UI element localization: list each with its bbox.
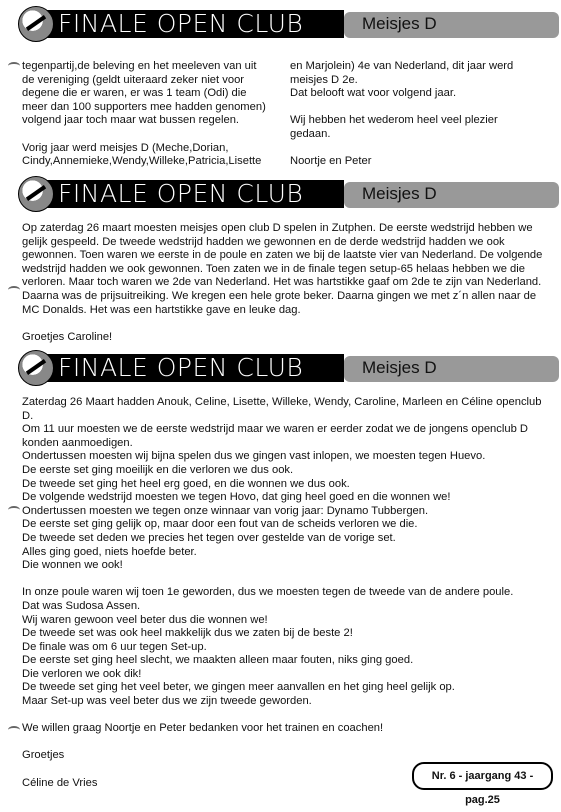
text-line: Noortje en Peter — [290, 155, 372, 168]
text-line: wedstrijd hadden we ook gewonnen. Toen zaten we in de finale tegen setup-65 helaas hebben we die — [22, 262, 525, 275]
text-line: Ondertussen moesten we tegen onze winnaar van vorig jaar: Dynamo Tubbergen. — [22, 504, 429, 517]
text-line: Wij waren gewoon veel beter dus die wonnen we! — [22, 613, 268, 626]
text-line: Alles ging goed, niets hoefde beter. — [22, 545, 197, 558]
volleyball-icon — [18, 350, 54, 386]
text-line: gewonnen. Toen waren we eerste in de poule en zaten we bij de laatste vier van Nederland. De volgende — [22, 249, 543, 262]
text-line: De tweede set deden we precies het tegen over gestelde van de vorige set. — [22, 531, 396, 544]
text-line: volgend jaar toch maar wat bussen regelen. — [22, 114, 240, 127]
text-line: MC Donalds. Het was een hartstikke gave en leuke dag. — [22, 303, 301, 316]
binder-hole — [8, 726, 20, 734]
binder-hole — [8, 286, 20, 294]
text-line — [22, 317, 552, 331]
text-line: Die verloren we ook dik! — [22, 667, 142, 680]
text-line: Maar Set-up was veel beter dus we zijn tweede geworden. — [22, 695, 312, 708]
text-line: In onze poule waren wij toen 1e geworden, dus we moesten tegen de tweede van de andere poule. — [22, 586, 514, 599]
section3-banner — [14, 350, 559, 386]
text-line: Die wonnen we ook! — [22, 559, 123, 572]
text-line — [22, 736, 552, 750]
text-line — [22, 128, 272, 142]
page-footer: Nr. 6 - jaargang 43 - pag.25 — [412, 762, 553, 790]
text-line — [290, 101, 550, 115]
text-line: De eerste set ging moeilijk en die verloren we dus ook. — [22, 463, 294, 476]
text-line: De eerste set ging gelijk op, maar door een fout van de scheids verloren we die. — [22, 518, 418, 531]
text-line: meer dan 100 supporters mee hadden genomen) — [22, 100, 266, 113]
binder-hole — [8, 506, 20, 514]
section1-column-left — [22, 60, 272, 169]
text-line: meisjes D 2e. — [290, 73, 358, 86]
text-line: Cindy,Annemieke,Wendy,Willeke,Patricia,Lisette — [22, 155, 262, 168]
section1-banner — [14, 6, 559, 42]
text-line: degene die er waren, er was 1 team (Odi) die — [22, 87, 247, 100]
text-line: de vereniging (geldt uiteraard zeker niet voor — [22, 73, 245, 86]
section1-tag-label: Meisjes D — [362, 14, 437, 33]
text-line: De tweede set ging het heel erg goed, en die wonnen we dus ook. — [22, 477, 350, 490]
text-line: We willen graag Noortje en Peter bedanken voor het trainen en coachen! — [22, 722, 384, 735]
text-line: De eerste set ging heel slecht, we maakten alleen maar fouten, niks ging goed. — [22, 654, 414, 667]
section2-tag-label: Meisjes D — [362, 184, 437, 203]
volleyball-icon — [18, 176, 54, 212]
section2-tag — [344, 182, 559, 208]
section3-body — [22, 396, 552, 790]
text-line: gedaan. — [290, 127, 331, 140]
text-line: Dat was Sudosa Assen. — [22, 599, 141, 612]
text-line: Ondertussen moesten wij bijna spelen dus we gingen vast inlopen, we moesten tegen Huevo. — [22, 450, 486, 463]
text-line — [22, 573, 552, 587]
section2-banner — [14, 176, 559, 212]
section1-tag — [344, 12, 559, 38]
text-line: De tweede set was ook heel makkelijk dus we zaten bij de beste 2! — [22, 627, 353, 640]
text-line: Zaterdag 26 Maart hadden Anouk, Celine, Lisette, Willeke, Wendy, Caroline, Marleen en Céline openclub — [22, 396, 542, 408]
text-line: verloren. Maar toch waren we 2de van Nederland. Het was hartstikke gaaf om 2de te zijn van Nederland. — [22, 276, 542, 289]
volleyball-icon — [18, 6, 54, 42]
text-line: Céline de Vries — [22, 776, 98, 789]
text-line: De volgende wedstrijd moesten we tegen Hovo, dat ging heel goed en die wonnen we! — [22, 491, 451, 504]
text-line: gelijk gespeeld. De tweede wedstrijd hadden we gewonnen en de derde wedstrijd hadden we ook — [22, 235, 505, 248]
text-line: Groetjes Caroline! — [22, 330, 113, 343]
text-line: Groetjes — [22, 749, 65, 762]
text-line — [22, 709, 552, 723]
section3-tag — [344, 356, 559, 382]
text-line: D. — [22, 409, 34, 422]
section3-tag-label: Meisjes D — [362, 358, 437, 377]
text-line: Vorig jaar werd meisjes D (Meche,Dorian, — [22, 141, 229, 154]
text-line: Dat belooft wat voor volgend jaar. — [290, 87, 457, 100]
text-line: De tweede set ging het veel beter, we gingen meer aanvallen en het ging heel gelijk op. — [22, 681, 455, 694]
text-line: Daarna was de prijsuitreiking. We kregen een hele grote beker. Daarna gingen we met z´n allen naar de — [22, 289, 537, 302]
section1-column-right — [290, 60, 550, 169]
section1-title: FINALE OPEN CLUB — [58, 9, 304, 38]
binder-hole — [8, 62, 20, 70]
text-line — [290, 142, 550, 156]
text-line: Op zaterdag 26 maart moesten meisjes open club D spelen in Zutphen. De eerste wedstrijd hebben we — [22, 222, 533, 234]
text-line: Wij hebben het wederom heel veel plezier — [290, 114, 498, 127]
section2-title: FINALE OPEN CLUB — [58, 179, 304, 208]
text-line: De finale was om 6 uur tegen Set-up. — [22, 640, 207, 653]
section3-title: FINALE OPEN CLUB — [58, 353, 304, 382]
section2-body — [22, 222, 552, 344]
text-line: en Marjolein) 4e van Nederland, dit jaar werd — [290, 60, 514, 72]
text-line: tegenpartij,de beleving en het meeleven van uit — [22, 60, 257, 72]
text-line: Om 11 uur moesten we de eerste wedstrijd maar we waren er eerder zodat we de jongens openclub D — [22, 423, 528, 436]
text-line: konden aanmoedigen. — [22, 436, 133, 449]
